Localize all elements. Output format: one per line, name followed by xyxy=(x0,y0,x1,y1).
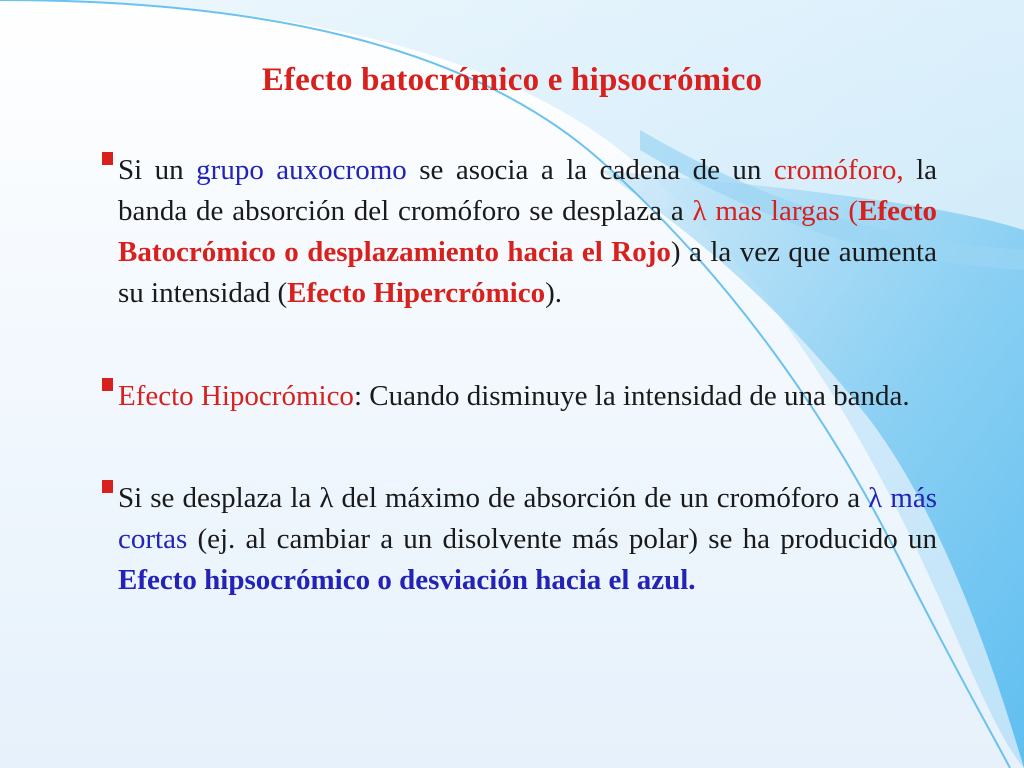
highlight-hypsochromic-effect: Efecto hipsocrómico o desviación hacia el azul. xyxy=(118,564,696,596)
highlight-chromophore: cromóforo, xyxy=(773,154,904,186)
highlight-hypochromic-effect: Efecto Hipocrómico xyxy=(118,380,354,412)
text: Si se desplaza la λ del máximo de absorción de un cromóforo a xyxy=(118,482,869,514)
bullet-batochromic xyxy=(118,150,937,314)
highlight-longer-lambda: λ mas largas xyxy=(692,195,840,227)
text: ) a la vez que aumenta su intensidad ( xyxy=(118,236,937,309)
bullet-marker-icon xyxy=(102,378,113,391)
text: : Cuando disminuye la intensidad de una banda. xyxy=(353,380,910,412)
bullet-marker-icon xyxy=(102,480,113,493)
bullet-hypsochromic xyxy=(118,478,937,601)
text: ). xyxy=(545,277,563,309)
highlight-shorter-lambda: λ más cortas xyxy=(118,482,937,555)
highlight-batochromic-effect: Efecto Batocrómico o desplazamiento hacia el Rojo xyxy=(118,195,937,268)
text: la banda de absorción del cromóforo se desplaza a xyxy=(118,154,937,227)
text: (ej. al cambiar a un disolvente más polar) se ha producido un xyxy=(187,523,937,555)
slide-title: Efecto batocrómico e hipsocrómico xyxy=(261,62,763,98)
text: ( xyxy=(839,195,859,227)
text: Si un xyxy=(118,154,197,186)
highlight-hyperchromic-effect: Efecto Hipercrómico xyxy=(287,277,546,309)
bullet-hypochromic xyxy=(118,376,937,417)
highlight-auxochrome: grupo auxocromo xyxy=(196,154,407,186)
bullet-marker-icon xyxy=(102,152,113,165)
text: se asocia a la cadena de un xyxy=(406,154,774,186)
